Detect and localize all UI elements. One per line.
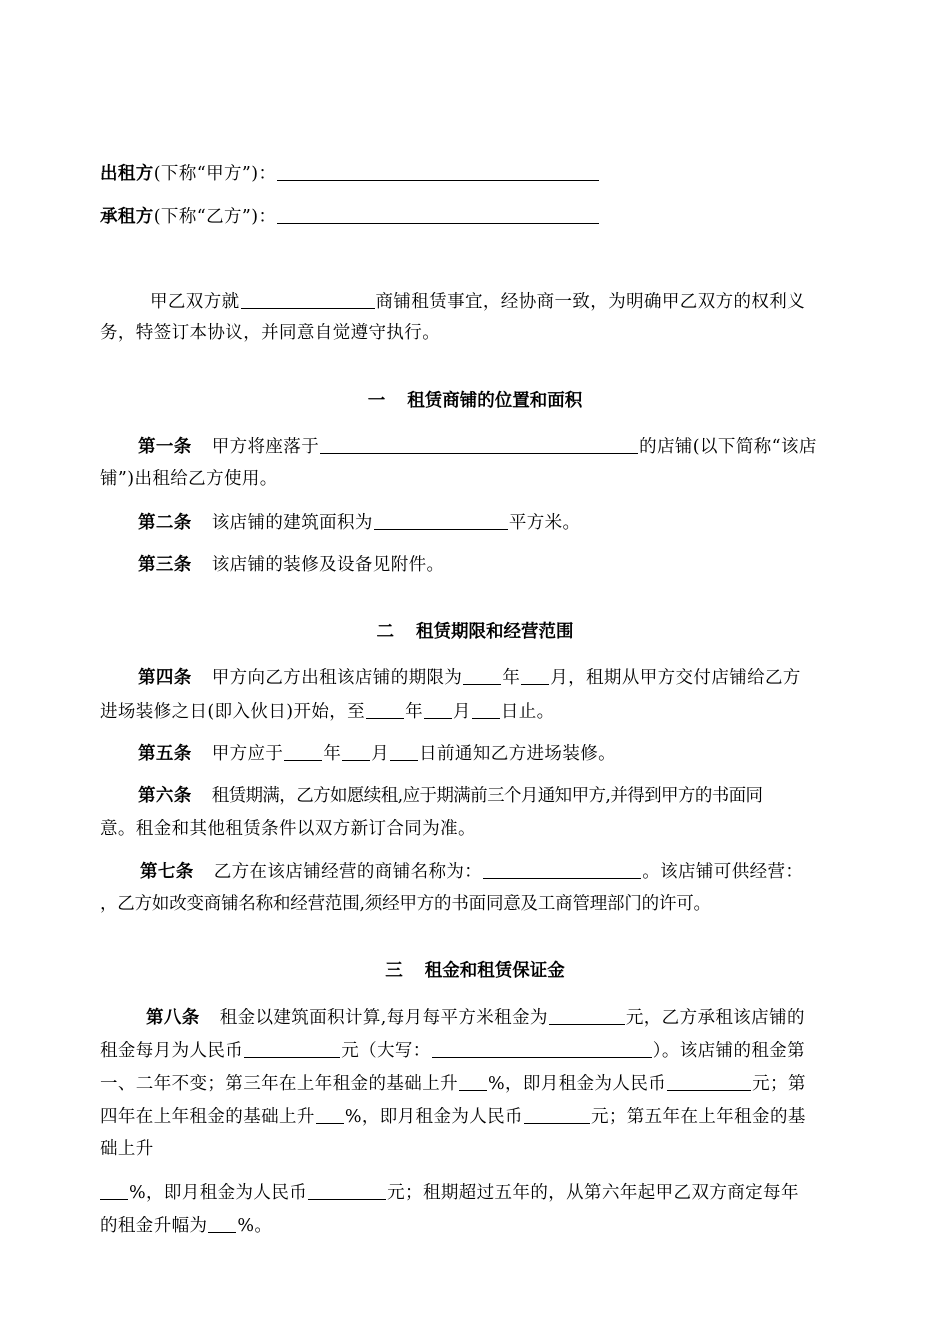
article-4-cont: [100, 698, 852, 725]
section-title: 租赁期限和经营范围: [416, 622, 574, 642]
article-7: [100, 858, 852, 885]
article-text: 年: [323, 744, 342, 764]
article-text: 月，租期从甲方交付店铺给乙方: [550, 668, 801, 688]
end-month-blank[interactable]: [424, 698, 452, 719]
year5-increase-blank[interactable]: [100, 1179, 128, 1200]
notice-year-blank[interactable]: [284, 740, 322, 761]
article-8: [100, 1004, 852, 1031]
article-label: 第二条: [138, 513, 192, 533]
rent-in-words-blank[interactable]: [432, 1037, 652, 1058]
section-heading-1: [0, 388, 950, 414]
article-text: ，乙方如改变商铺名称和经营范围,须经甲方的书面同意及工商管理部门的许可。: [100, 894, 711, 914]
year3-increase-blank[interactable]: [459, 1070, 487, 1091]
year4-rent-blank[interactable]: [524, 1103, 590, 1124]
article-text: 乙方在该店铺经营的商铺名称为：: [213, 862, 483, 882]
shop-name-blank[interactable]: [241, 288, 375, 309]
article-text: 进场装修之日(即入伙日)开始，至: [100, 702, 366, 722]
article-text: ）。该店铺的租金第: [652, 1041, 806, 1061]
article-8-line-3: [100, 1070, 852, 1097]
article-text: 。该店铺可供经营：: [642, 862, 804, 882]
article-6: [100, 783, 852, 809]
article-text: 元；租期超过五年的，从第六年起甲乙双方商定每年: [387, 1183, 799, 1203]
lessor-line: [100, 160, 852, 187]
article-6-cont: [100, 816, 852, 842]
location-blank[interactable]: [320, 433, 638, 454]
section-title: 租金和租赁保证金: [424, 961, 565, 981]
article-label: 第三条: [138, 555, 192, 575]
article-text: 月: [452, 702, 471, 722]
lessor-label: 出租方: [100, 164, 154, 184]
article-5: [100, 740, 852, 767]
article-text: 甲方应于: [211, 744, 284, 764]
term-years-blank[interactable]: [463, 664, 501, 685]
preamble-text: 商铺租赁事宜，经协商一致，为明确甲乙双方的权利义: [375, 292, 806, 312]
term-months-blank[interactable]: [521, 664, 549, 685]
article-text: 该店铺的装修及设备见附件。: [211, 555, 445, 575]
lessee-blank[interactable]: [277, 203, 599, 224]
article-text: 一、二年不变；第三年在上年租金的基础上升: [100, 1074, 458, 1094]
article-text: %，即月租金为人民币: [488, 1074, 667, 1094]
article-7-cont: [100, 891, 852, 917]
monthly-rent-blank[interactable]: [244, 1037, 340, 1058]
article-label: 第四条: [138, 668, 192, 688]
article-8-line-5: [100, 1136, 852, 1162]
article-text: 该店铺的建筑面积为: [211, 513, 373, 533]
article-text: 铺”)出租给乙方使用。: [100, 469, 278, 489]
article-text: %。: [237, 1216, 273, 1236]
article-8-line-2: [100, 1037, 852, 1064]
lessor-blank[interactable]: [277, 160, 599, 181]
article-8-line-7: [100, 1212, 852, 1239]
article-8-line-6: [100, 1179, 852, 1206]
article-text: %，即月租金为人民币: [129, 1183, 308, 1203]
article-label: 第五条: [138, 744, 192, 764]
end-year-blank[interactable]: [366, 698, 404, 719]
article-text: 租赁期满，乙方如愿续租,应于期满前三个月通知甲方,并得到甲方的书面同: [211, 786, 763, 806]
article-text: 的店铺(以下简称“该店: [639, 437, 817, 457]
article-3: [100, 552, 852, 578]
article-text: 元；第五年在上年租金的基: [590, 1107, 806, 1127]
notice-month-blank[interactable]: [342, 740, 370, 761]
article-text: 租金每月为人民币: [100, 1041, 244, 1061]
preamble-line-2: [100, 320, 852, 346]
article-label: 第七条: [140, 862, 194, 882]
article-text: 元（大写：: [341, 1041, 431, 1061]
article-text: 元，乙方承租该店铺的: [625, 1008, 805, 1028]
article-text: 四年在上年租金的基础上升: [100, 1107, 315, 1127]
year3-rent-blank[interactable]: [667, 1070, 751, 1091]
article-label: 第一条: [138, 437, 192, 457]
section-heading-3: [0, 958, 950, 984]
article-text: 础上升: [100, 1139, 154, 1159]
preamble-line-1: [100, 288, 852, 315]
article-text: 年: [405, 702, 423, 722]
year5-rent-blank[interactable]: [308, 1179, 386, 1200]
article-text: 元；第: [752, 1074, 806, 1094]
section-title: 租赁商铺的位置和面积: [407, 391, 583, 411]
article-1-cont: [100, 466, 852, 492]
article-1: [100, 433, 852, 460]
article-8-line-4: [100, 1103, 852, 1130]
section-number: 三: [385, 961, 403, 981]
annual-increase-blank[interactable]: [208, 1212, 236, 1233]
article-text: 甲方将座落于: [211, 437, 320, 457]
article-text: 月: [371, 744, 390, 764]
article-label: 第六条: [138, 786, 192, 806]
article-text: %，即月租金为人民币: [344, 1107, 523, 1127]
article-text: 意。租金和其他租赁条件以双方新订合同为准。: [100, 819, 476, 839]
article-text: 平方米。: [508, 513, 581, 533]
lessee-line: [100, 203, 852, 230]
lessee-note: (下称“乙方”)：: [153, 207, 277, 227]
section-heading-2: [0, 619, 950, 645]
lessee-label: 承租方: [100, 207, 154, 227]
rent-per-sqm-blank[interactable]: [549, 1004, 625, 1025]
preamble-text: 甲乙双方就: [150, 292, 240, 312]
article-text: 年: [502, 668, 521, 688]
article-text: 的租金升幅为: [100, 1216, 208, 1236]
notice-day-blank[interactable]: [390, 740, 418, 761]
preamble-text: 务，特签订本协议，并同意自觉遵守执行。: [100, 323, 441, 343]
lessor-note: (下称“甲方”)：: [153, 164, 277, 184]
article-text: 日前通知乙方进场装修。: [419, 744, 617, 764]
article-2: [100, 509, 852, 536]
year4-increase-blank[interactable]: [316, 1103, 344, 1124]
article-4: [100, 664, 852, 691]
article-text: 甲方向乙方出租该店铺的期限为: [211, 668, 463, 688]
area-blank[interactable]: [374, 509, 508, 530]
article-text: 租金以建筑面积计算,每月每平方米租金为: [219, 1008, 548, 1028]
end-day-blank[interactable]: [472, 698, 500, 719]
section-number: 二: [376, 622, 394, 642]
shop-trade-name-blank[interactable]: [483, 858, 641, 879]
article-label: 第八条: [146, 1008, 200, 1028]
article-text: 日止。: [500, 702, 555, 722]
section-number: 一: [367, 391, 386, 411]
